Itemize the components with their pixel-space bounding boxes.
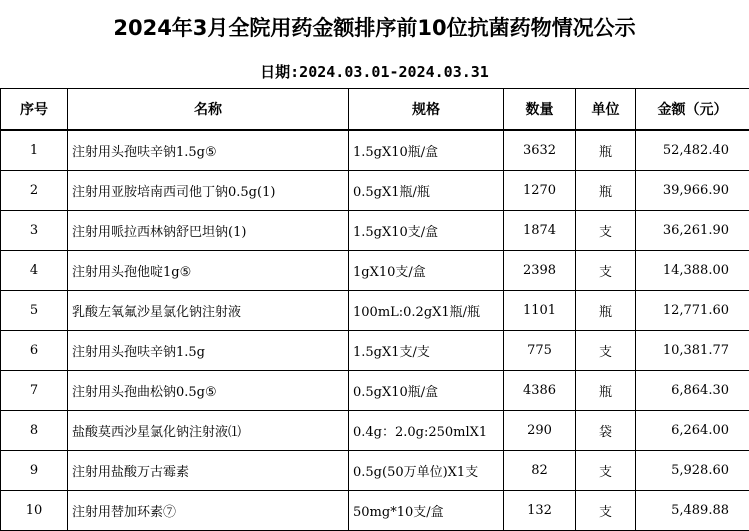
header-index: 序号 (1, 89, 68, 131)
date-range: 日期:2024.03.01-2024.03.31 (0, 54, 749, 88)
cell-unit: 支 (576, 491, 636, 531)
table-row (1, 171, 749, 211)
cell-unit: 瓶 (576, 171, 636, 211)
cell-amount: 52,482.40 (636, 130, 749, 171)
cell-name: 注射用头孢呋辛钠1.5g (68, 331, 349, 371)
table-row (1, 411, 749, 451)
table-row (1, 451, 749, 491)
antibiotic-ranking-table (0, 88, 749, 531)
cell-unit: 支 (576, 211, 636, 251)
cell-unit: 支 (576, 451, 636, 491)
cell-spec: 1.5gX1支/支 (349, 331, 504, 371)
cell-name: 盐酸莫西沙星氯化钠注射液⑴ (68, 411, 349, 451)
cell-name: 注射用头孢曲松钠0.5g⑤ (68, 371, 349, 411)
cell-index: 1 (1, 130, 68, 171)
header-unit: 单位 (576, 89, 636, 131)
cell-amount: 6,864.30 (636, 371, 749, 411)
cell-amount: 39,966.90 (636, 171, 749, 211)
cell-spec: 1.5gX10支/盒 (349, 211, 504, 251)
cell-spec: 100mL:0.2gX1瓶/瓶 (349, 291, 504, 331)
table-row (1, 371, 749, 411)
cell-amount: 5,928.60 (636, 451, 749, 491)
cell-name: 注射用替加环素⑦ (68, 491, 349, 531)
table-row (1, 291, 749, 331)
cell-quantity: 1270 (504, 171, 576, 211)
cell-name: 注射用盐酸万古霉素 (68, 451, 349, 491)
header-name: 名称 (68, 89, 349, 131)
header-spec: 规格 (349, 89, 504, 131)
cell-spec: 0.5gX1瓶/瓶 (349, 171, 504, 211)
cell-quantity: 3632 (504, 130, 576, 171)
cell-quantity: 132 (504, 491, 576, 531)
cell-unit: 支 (576, 251, 636, 291)
table-row (1, 211, 749, 251)
table-row (1, 331, 749, 371)
cell-name: 注射用哌拉西林钠舒巴坦钠(1) (68, 211, 349, 251)
cell-amount: 14,388.00 (636, 251, 749, 291)
cell-amount: 36,261.90 (636, 211, 749, 251)
cell-index: 6 (1, 331, 68, 371)
table-header-row (1, 89, 749, 131)
cell-index: 9 (1, 451, 68, 491)
cell-quantity: 290 (504, 411, 576, 451)
cell-unit: 袋 (576, 411, 636, 451)
cell-quantity: 4386 (504, 371, 576, 411)
page-title: 2024年3月全院用药金额排序前10位抗菌药物情况公示 (0, 0, 749, 54)
cell-quantity: 1874 (504, 211, 576, 251)
cell-quantity: 1101 (504, 291, 576, 331)
cell-unit: 瓶 (576, 291, 636, 331)
cell-amount: 12,771.60 (636, 291, 749, 331)
cell-spec: 0.4g：2.0g:250mlX1 (349, 411, 504, 451)
cell-amount: 6,264.00 (636, 411, 749, 451)
cell-spec: 1.5gX10瓶/盒 (349, 130, 504, 171)
table-row (1, 130, 749, 171)
cell-index: 8 (1, 411, 68, 451)
cell-spec: 50mg*10支/盒 (349, 491, 504, 531)
cell-unit: 瓶 (576, 130, 636, 171)
header-amount: 金额（元） (636, 89, 749, 131)
cell-amount: 10,381.77 (636, 331, 749, 371)
cell-quantity: 82 (504, 451, 576, 491)
cell-quantity: 775 (504, 331, 576, 371)
cell-index: 3 (1, 211, 68, 251)
cell-index: 5 (1, 291, 68, 331)
cell-spec: 0.5g(50万单位)X1支 (349, 451, 504, 491)
cell-index: 7 (1, 371, 68, 411)
cell-name: 注射用亚胺培南西司他丁钠0.5g(1) (68, 171, 349, 211)
cell-name: 注射用头孢呋辛钠1.5g⑤ (68, 130, 349, 171)
cell-index: 4 (1, 251, 68, 291)
cell-index: 10 (1, 491, 68, 531)
cell-name: 乳酸左氧氟沙星氯化钠注射液 (68, 291, 349, 331)
cell-amount: 5,489.88 (636, 491, 749, 531)
cell-quantity: 2398 (504, 251, 576, 291)
table-row (1, 251, 749, 291)
cell-index: 2 (1, 171, 68, 211)
table-row (1, 491, 749, 531)
cell-spec: 1gX10支/盒 (349, 251, 504, 291)
cell-name: 注射用头孢他啶1g⑤ (68, 251, 349, 291)
header-quantity: 数量 (504, 89, 576, 131)
cell-spec: 0.5gX10瓶/盒 (349, 371, 504, 411)
cell-unit: 支 (576, 331, 636, 371)
cell-unit: 瓶 (576, 371, 636, 411)
